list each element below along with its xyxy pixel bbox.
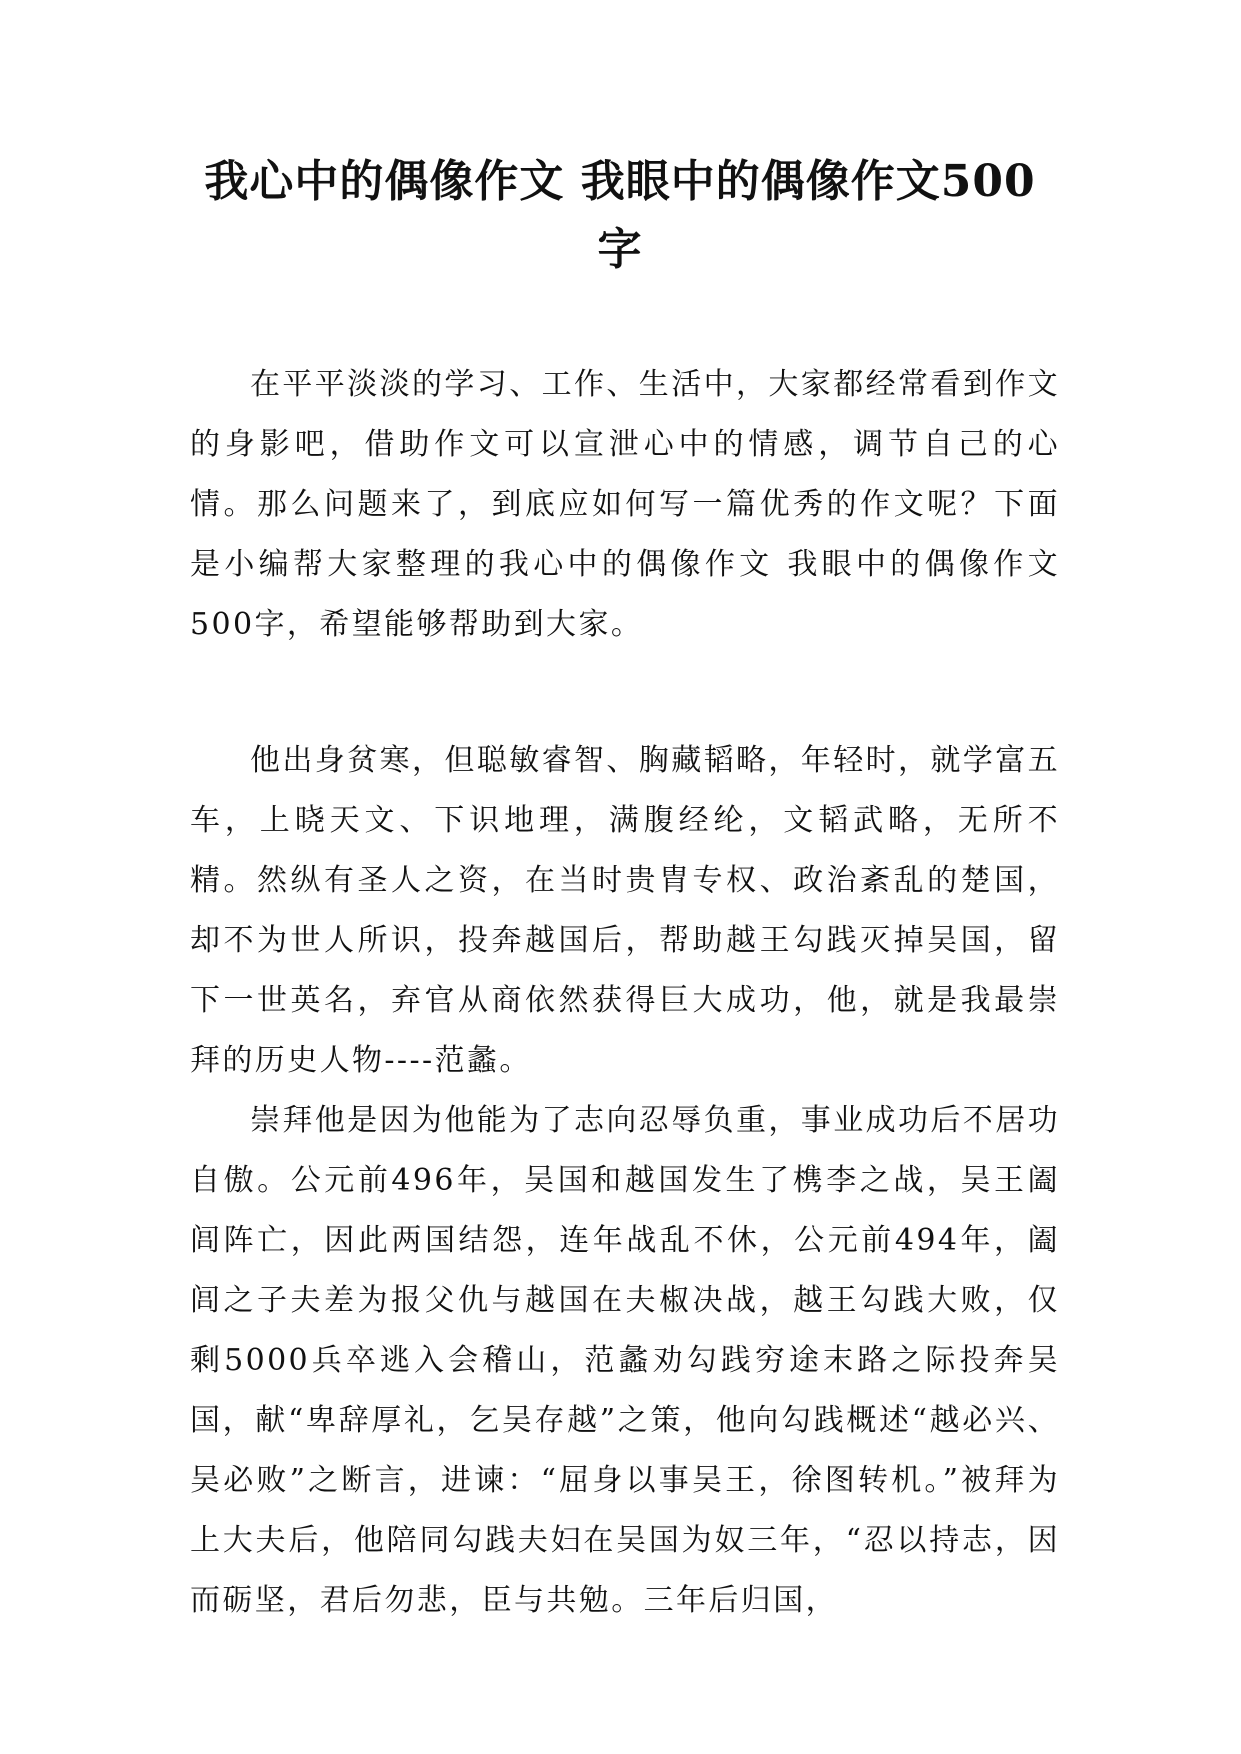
document-title: 我心中的偶像作文 我眼中的偶像作文500字	[204, 156, 1036, 275]
intro-paragraph: 在平平淡淡的学习、工作、生活中，大家都经常看到作文的身影吧，借助作文可以宣泄心中的情感，调节自己的心情。那么问题来了，到底应如何写一篇优秀的作文呢？下面是小编帮大家整理的我心中的偶像作文 我眼中的偶像作文500字，希望能够帮助到大家。	[190, 367, 1060, 642]
body-paragraph-1: 他出身贫寒，但聪敏睿智、胸藏韬略，年轻时，就学富五车，上晓天文、下识地理，满腹经纶，文韬武略，无所不精。然纵有圣人之资，在当时贵胄专权、政治紊乱的楚国，却不为世人所识，投奔越国后，帮助越王勾践灭掉吴国，留下一世英名，弃官从商依然获得巨大成功，他，就是我最崇拜的历史人物----范蠡。	[190, 743, 1060, 1078]
body-paragraph-2: 崇拜他是因为他能为了志向忍辱负重，事业成功后不居功自傲。公元前496年，吴国和越国发生了槜李之战，吴王阖闾阵亡，因此两国结怨，连年战乱不休，公元前494年，阖闾之子夫差为报父仇与越国在夫椒决战，越王勾践大败，仅剩5000兵卒逃入会稽山，范蠡劝勾践穷途末路之际投奔吴国，献“卑辞厚礼，乞吴存越”之策，他向勾践概述“越必兴、吴必败”之断言，进谏：“屈身以事吴王，徐图转机。”被拜为上大夫后，他陪同勾践夫妇在吴国为奴三年，“忍以持志，因而砺坚，君后勿悲，臣与共勉。三年后归国，	[190, 1103, 1060, 1618]
document-body	[190, 355, 1060, 1631]
